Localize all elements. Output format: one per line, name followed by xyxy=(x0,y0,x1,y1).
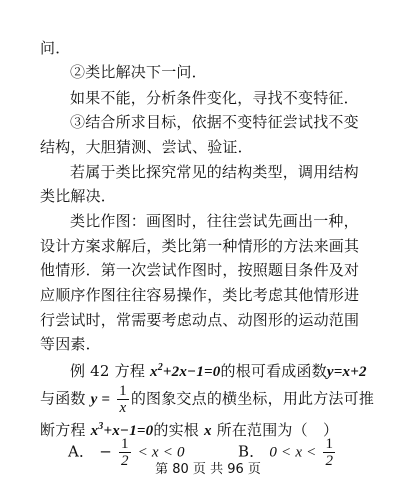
text-line: 等因素． xyxy=(40,335,101,353)
text-line: 问． xyxy=(40,39,71,57)
text-line: 他情形．第一次尝试作图时，按照题目条件及对 xyxy=(40,261,360,279)
text-line: 结构，大胆猜测、尝试、验证． xyxy=(40,138,253,156)
example-line-2: 与函数 y = $\frac{1}{x}$ 的图象交点的横坐标，用此方法可推 xyxy=(40,383,375,416)
page-footer: 第 80 页 共 96 页 xyxy=(155,462,261,477)
example-line-3: 断方程 $x^3+x-1=0$的实根 x 所在范围为（ ） xyxy=(40,421,339,439)
text-line: 设计方案求解后，类比第一种情形的方法来画其 xyxy=(40,237,360,255)
fraction: $\frac{1}{2}$ xyxy=(120,436,129,469)
text-line: 行尝试时，常需要考虑动点、动图形的运动范围 xyxy=(40,311,360,329)
text-line: ②类比解决下一问． xyxy=(70,63,207,81)
text-line: 类比解决． xyxy=(40,187,117,205)
example-line-1: 例 42 方程 $x^2+2x-1=0$的根可看成函数y=x+2 xyxy=(70,362,367,380)
option-b: B． 0 < x < $\frac{1}{2}$ xyxy=(238,436,334,469)
text-line: 若属于类比探究常见的结构类型，调用结构 xyxy=(70,163,359,181)
fraction: $\frac{1}{x}$ xyxy=(119,383,127,416)
text-line: 类比作图：画图时，往往尝试先画出一种， xyxy=(70,212,359,230)
text-line: ③结合所求目标，依据不变特征尝试找不变 xyxy=(70,113,359,131)
text-line: 如果不能，分析条件变化，寻找不变特征． xyxy=(70,89,359,107)
option-a: A． − $\frac{1}{2}$ < x < 0 xyxy=(68,436,185,469)
fraction: $\frac{1}{2}$ xyxy=(325,436,334,469)
text-line: 应顺序作图往往容易操作，类比考虑其他情形进 xyxy=(40,286,360,304)
